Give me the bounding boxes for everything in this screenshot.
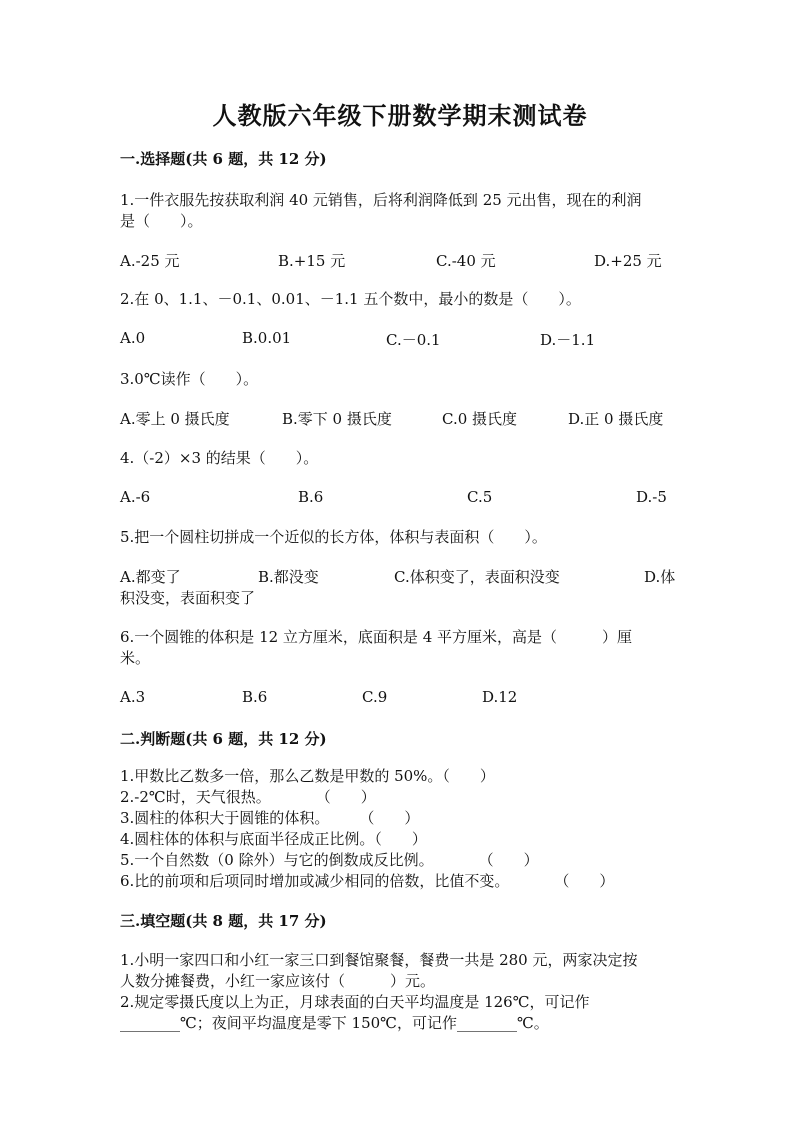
option-d: D.-5 (636, 488, 667, 506)
option-d: D.－1.1 (540, 331, 596, 349)
question-text: 4.（-2）×3 的结果（ ）。 (120, 449, 319, 467)
option-d: D.12 (482, 688, 518, 706)
option-b: B.0.01 (242, 329, 292, 347)
fill-line: 1.小明一家四口和小红一家三口到餐馆聚餐，餐费一共是 280 元，两家决定按 (120, 951, 638, 969)
option-b: B.6 (242, 688, 268, 706)
option-b: B.都没变 (258, 568, 319, 586)
fill-line: 人数分摊餐费，小红一家应该付（ ）元。 (120, 972, 436, 990)
judge-item: 5.一个自然数（0 除外）与它的倒数成反比例。 （ ） (120, 851, 539, 869)
option-d-continued: 积没变，表面积变了 (120, 589, 256, 607)
option-c: C.-40 元 (436, 252, 496, 270)
option-a: A.-6 (120, 488, 151, 506)
judge-item: 6.比的前项和后项同时增加或减少相同的倍数，比值不变。 （ ） (120, 872, 615, 890)
option-a: A.都变了 (120, 568, 181, 586)
question-text: 1.一件衣服先按获取利润 40 元销售，后将利润降低到 25 元出售，现在的利润 (120, 191, 642, 209)
option-c: C.体积变了，表面积没变 (394, 568, 560, 586)
question-text: 3.0℃读作（ ）。 (120, 370, 259, 388)
judge-item: 2.-2℃时，天气很热。 （ ） (120, 788, 376, 806)
option-c: C.0 摄氏度 (442, 410, 518, 428)
question-text: 6.一个圆锥的体积是 12 立方厘米，底面积是 4 平方厘米，高是（ ）厘 (120, 628, 633, 646)
question-text: 是（ ）。 (120, 212, 203, 230)
option-b: B.零下 0 摄氏度 (282, 410, 392, 428)
fill-line: 2.规定零摄氏度以上为正，月球表面的白天平均温度是 126℃，可记作 (120, 993, 590, 1011)
question-text: 5.把一个圆柱切拼成一个近似的长方体，体积与表面积（ ）。 (120, 528, 547, 546)
section-heading-judge: 二.判断题(共 6 题，共 12 分) (120, 730, 327, 748)
option-d: D.体 (644, 568, 676, 586)
option-a: A.3 (120, 688, 146, 706)
judge-item: 4.圆柱体的体积与底面半径成正比例。（ ） (120, 830, 427, 848)
page-title: 人教版六年级下册数学期末测试卷 (212, 101, 588, 130)
section-heading-fill: 三.填空题(共 8 题，共 17 分) (120, 912, 327, 930)
section-heading-choice: 一.选择题(共 6 题，共 12 分) (120, 150, 327, 168)
option-a: A.零上 0 摄氏度 (120, 410, 230, 428)
question-text: 2.在 0、1.1、－0.1、0.01、－1.1 五个数中，最小的数是（ ）。 (120, 290, 581, 308)
option-d: D.正 0 摄氏度 (568, 410, 664, 428)
option-a: A.0 (120, 329, 146, 347)
judge-item: 1.甲数比乙数多一倍，那么乙数是甲数的 50%。（ ） (120, 767, 495, 785)
option-b: B.6 (298, 488, 324, 506)
option-c: C.－0.1 (386, 331, 441, 349)
question-text: 米。 (120, 649, 151, 667)
option-b: B.+15 元 (278, 252, 346, 270)
option-c: C.9 (362, 688, 388, 706)
fill-line: ________℃；夜间平均温度是零下 150℃，可记作________℃。 (120, 1014, 549, 1032)
judge-item: 3.圆柱的体积大于圆锥的体积。 （ ） (120, 809, 420, 827)
option-d: D.+25 元 (594, 252, 662, 270)
option-a: A.-25 元 (120, 252, 180, 270)
option-c: C.5 (467, 488, 493, 506)
